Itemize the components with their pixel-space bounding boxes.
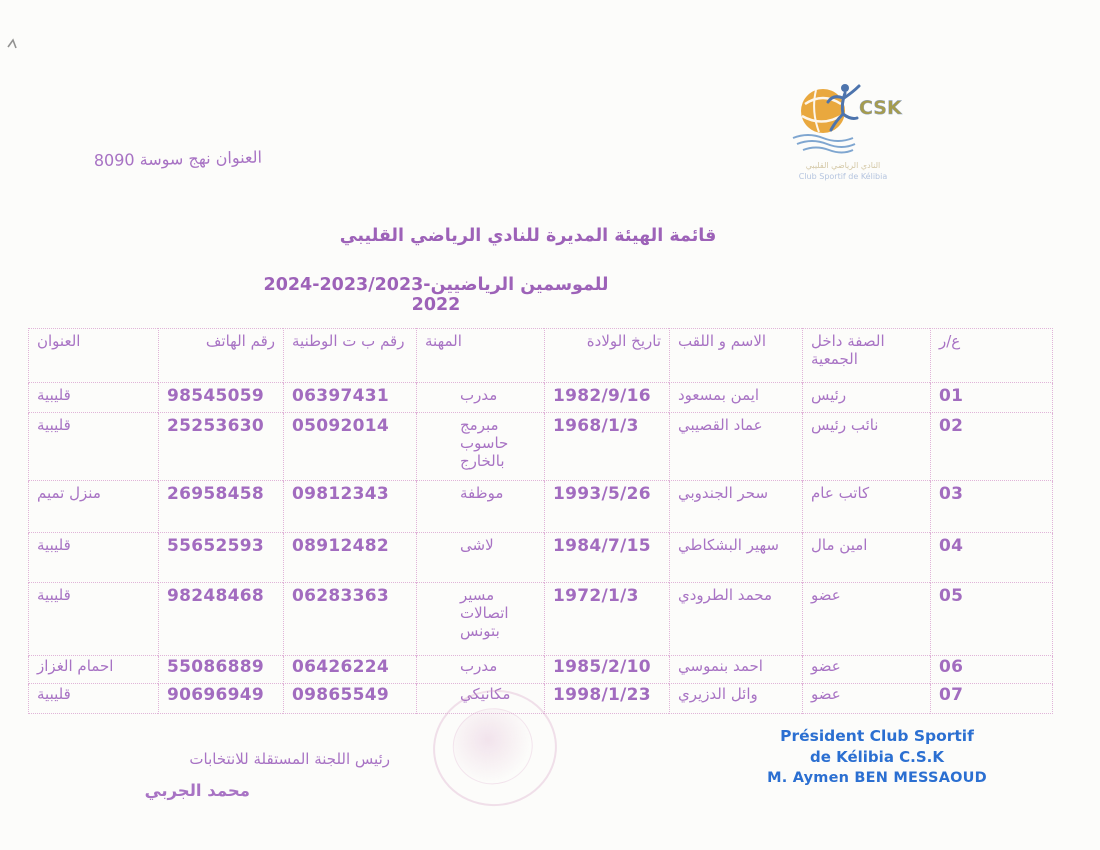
cell-address: احمام الغزاز: [29, 656, 159, 684]
cell-job: [417, 583, 545, 656]
cell-address: قليبية: [29, 583, 159, 656]
column-header: الصفة داخل الجمعية: [803, 329, 931, 383]
cell-num: 06: [931, 656, 1053, 684]
logo-arabic-name: النادي الرياضي القليبي: [805, 161, 881, 170]
cell-id_number: 05092014: [284, 413, 417, 481]
subtitle-seasons: 2024-2023/2023-2022: [263, 275, 461, 315]
cell-role: كاتب عام: [803, 481, 931, 533]
cell-phone: 25253630: [159, 413, 284, 481]
cell-id_number: 09865549: [284, 684, 417, 714]
cell-num: 02: [931, 413, 1053, 481]
cell-name: وائل الدزيري: [670, 684, 803, 714]
cell-dob: 1982/9/16: [545, 383, 670, 413]
cell-role: عضو: [803, 684, 931, 714]
cell-job: [417, 383, 545, 413]
cell-address: قليبية: [29, 533, 159, 583]
cell-job-text: مدرب: [460, 657, 498, 675]
table-row: [29, 481, 1053, 533]
cell-job: [417, 481, 545, 533]
cell-address: منزل تميم: [29, 481, 159, 533]
table-head: [29, 329, 1053, 383]
table-row: [29, 413, 1053, 481]
election-committee-signer-name: محمد الجربي: [144, 781, 250, 800]
cell-dob: 1998/1/23: [545, 684, 670, 714]
cell-phone: 98248468: [159, 583, 284, 656]
president-stamp-line1: Président Club Sportif: [780, 727, 974, 745]
address-line: العنوان نهج سوسة 8090: [93, 147, 263, 171]
column-header: رقم ب ت الوطنية: [284, 329, 417, 383]
table-row: [29, 583, 1053, 656]
document-title: قائمة الهيئة المديرة للنادي الرياضي القليبي: [339, 226, 717, 246]
club-logo-graphic: [783, 78, 913, 188]
column-header: الاسم و اللقب: [670, 329, 803, 383]
cell-phone: 98545059: [159, 383, 284, 413]
cell-id_number: 06397431: [284, 383, 417, 413]
cell-address: قليبية: [29, 684, 159, 714]
column-header: رقم الهاتف: [159, 329, 284, 383]
cell-id_number: 06283363: [284, 583, 417, 656]
members-table: [28, 328, 1053, 714]
cell-num: 03: [931, 481, 1053, 533]
document-subtitle: [252, 275, 620, 315]
column-header: المهنة: [417, 329, 545, 383]
president-stamp-line2: de Kélibia C.S.K: [809, 748, 944, 766]
cell-dob: 1984/7/15: [545, 533, 670, 583]
cell-phone: 55086889: [159, 656, 284, 684]
cell-phone: 26958458: [159, 481, 284, 533]
cell-num: 05: [931, 583, 1053, 656]
cell-name: احمد بنموسي: [670, 656, 803, 684]
cell-job-text: مكانيكي: [460, 685, 511, 703]
cell-dob: 1985/2/10: [545, 656, 670, 684]
cell-name: ايمن بمسعود: [670, 383, 803, 413]
cell-phone: 55652593: [159, 533, 284, 583]
table-row: [29, 383, 1053, 413]
cell-job-text: مدرب: [460, 386, 498, 404]
table-row: [29, 656, 1053, 684]
cell-address: قليبية: [29, 383, 159, 413]
cell-role: عضو: [803, 583, 931, 656]
cell-role: نائب رئيس: [803, 413, 931, 481]
cell-name: عماد القصيبي: [670, 413, 803, 481]
president-stamp-line3: M. Aymen BEN MESSAOUD: [767, 770, 987, 786]
table-body: [29, 383, 1053, 714]
cell-name: محمد الطرودي: [670, 583, 803, 656]
cell-job-text: موظفة: [460, 484, 504, 502]
cell-role: رئيس: [803, 383, 931, 413]
cell-job: [417, 656, 545, 684]
cell-id_number: 08912482: [284, 533, 417, 583]
column-header: العنوان: [29, 329, 159, 383]
cell-num: 01: [931, 383, 1053, 413]
logo-acronym-text: CSK: [859, 97, 902, 119]
cell-name: سهير البشكاطي: [670, 533, 803, 583]
cell-job: [417, 413, 545, 481]
cell-num: 04: [931, 533, 1053, 583]
logo-french-name: Club Sportif de Kélibia: [798, 172, 888, 181]
cell-job-text: مبرمج حاسوب بالخارج: [460, 416, 509, 470]
cell-job: [417, 533, 545, 583]
scan-artifact-mark: [7, 38, 21, 50]
election-committee-title: رئيس اللجنة المستقلة للانتخابات: [189, 750, 390, 768]
club-logo: [783, 78, 913, 188]
cell-id_number: 06426224: [284, 656, 417, 684]
logo-waves-icon: [793, 135, 855, 153]
subtitle-arabic: للموسمين الرياضيين: [430, 275, 609, 295]
cell-num: 07: [931, 684, 1053, 714]
cell-phone: 90696949: [159, 684, 284, 714]
cell-dob: 1972/1/3: [545, 583, 670, 656]
table-row: [29, 533, 1053, 583]
table-header-row: [29, 329, 1053, 383]
column-header: تاريخ الولادة: [545, 329, 670, 383]
column-header: ع/ر: [931, 329, 1053, 383]
cell-dob: 1968/1/3: [545, 413, 670, 481]
president-stamp: [760, 726, 994, 789]
cell-id_number: 09812343: [284, 481, 417, 533]
cell-job-text: لاشى: [460, 536, 494, 554]
cell-name: سحر الجندوبي: [670, 481, 803, 533]
cell-job-text: مسير اتصالات بتونس: [460, 586, 509, 640]
faint-round-stamp-inner: [448, 703, 538, 789]
cell-role: امين مال: [803, 533, 931, 583]
cell-address: قليبية: [29, 413, 159, 481]
cell-role: عضو: [803, 656, 931, 684]
cell-dob: 1993/5/26: [545, 481, 670, 533]
